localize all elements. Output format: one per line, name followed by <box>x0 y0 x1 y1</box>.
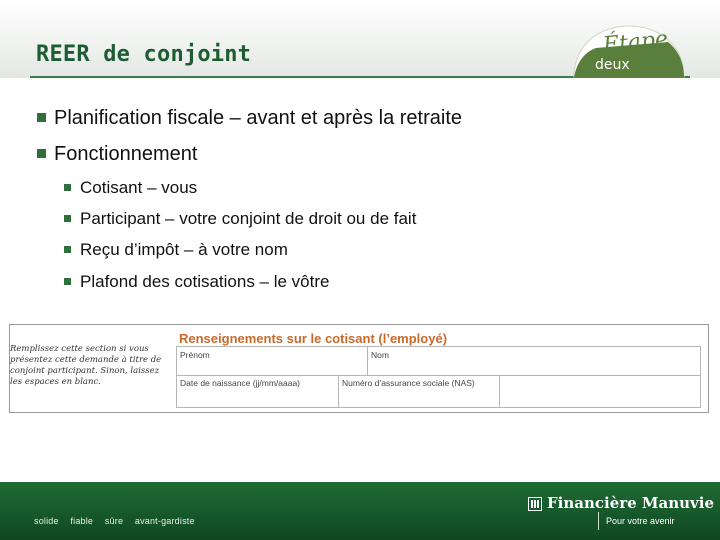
sub-bullet-text: Plafond des cotisations – le vôtre <box>80 272 330 291</box>
field-label-prenom: Prénom <box>180 350 210 360</box>
square-bullet-icon <box>37 149 46 158</box>
manulife-logo-icon <box>528 497 542 511</box>
tagline-word: sûre <box>104 516 124 526</box>
bullet-item <box>54 143 197 166</box>
badge-word: Étape <box>601 26 670 59</box>
grid-divider <box>499 375 500 407</box>
sub-bullet-item <box>80 209 416 229</box>
sub-bullet-item <box>80 240 288 260</box>
grid-divider <box>338 375 339 407</box>
form-field-grid <box>176 346 701 408</box>
tagline-word: fiable <box>70 516 94 526</box>
sub-bullet-item <box>80 178 197 198</box>
bullet-text: Planification fiscale – avant et après la retraite <box>54 107 462 129</box>
footer-tagline <box>34 516 204 526</box>
square-bullet-icon <box>37 113 46 122</box>
field-label-date-naissance: Date de naissance (jj/mm/aaaa) <box>180 378 301 388</box>
square-bullet-icon <box>64 215 71 222</box>
square-bullet-icon <box>64 246 71 253</box>
bullet-text: Fonctionnement <box>54 143 198 165</box>
sub-bullet-item <box>80 272 329 292</box>
square-bullet-icon <box>64 184 71 191</box>
tagline-word: avant-gardiste <box>134 516 195 526</box>
field-label-nom: Nom <box>371 350 389 360</box>
sub-bullet-text: Cotisant – vous <box>80 178 198 197</box>
square-bullet-icon <box>64 278 71 285</box>
field-label-nas: Numéro d’assurance sociale (NAS) <box>342 378 475 388</box>
form-side-note: Remplissez cette section si vous présentez cette demande à titre de conjoint participant. Sinon, laissez les espaces en blanc. <box>10 344 162 387</box>
grid-divider <box>367 347 368 375</box>
form-heading: Renseignements sur le cotisant (l’employé) <box>179 331 448 346</box>
brand-divider <box>598 512 599 530</box>
badge-number: deux <box>595 57 630 73</box>
sub-bullet-text: Participant – votre conjoint de droit ou de fait <box>80 209 417 228</box>
bullet-item <box>54 107 462 130</box>
sub-bullet-text: Reçu d’impôt – à votre nom <box>80 240 288 259</box>
tagline-word: solide <box>34 516 59 526</box>
brand-name: Financière Manuvie <box>547 494 715 512</box>
slide-title: REER de conjoint <box>36 42 252 67</box>
grid-divider <box>177 375 700 376</box>
brand-slogan: Pour votre avenir <box>606 516 675 526</box>
